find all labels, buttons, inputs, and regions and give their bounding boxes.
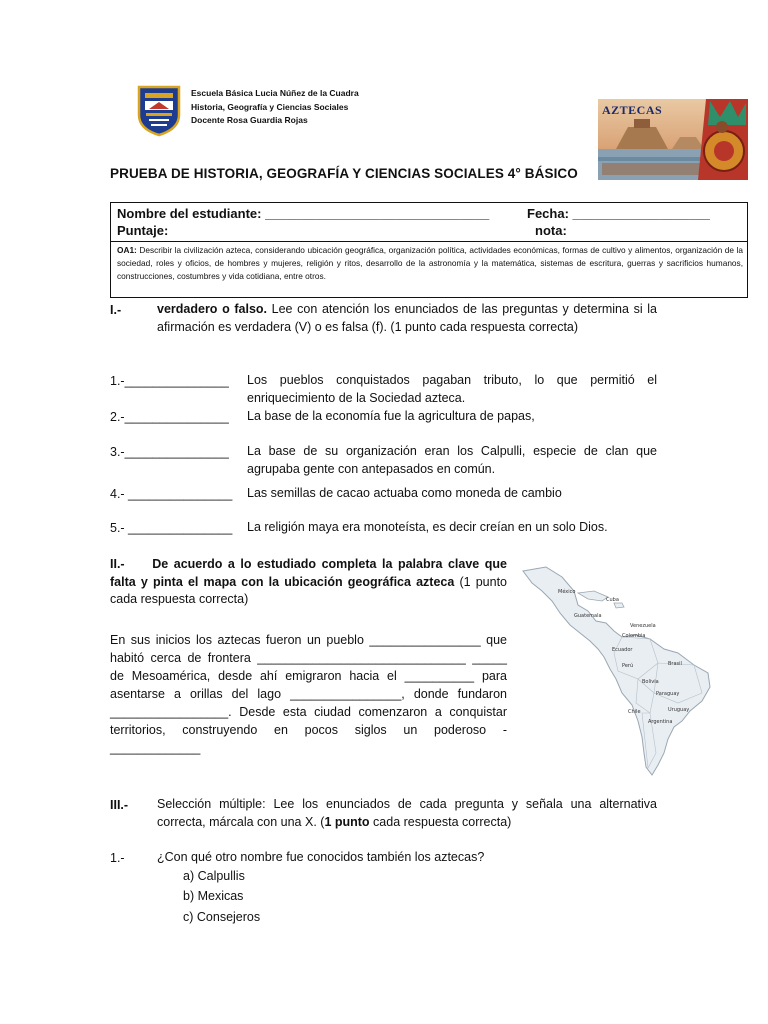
student-name-field[interactable]: Nombre del estudiante: _______________________________	[117, 206, 490, 221]
score-field[interactable]: Puntaje:	[117, 223, 169, 238]
map-label-chile: Chile	[628, 709, 641, 715]
section-3-heading	[157, 796, 657, 831]
student-fields	[111, 203, 747, 242]
tf-item-3-text: La base de su organización eran los Calpulli, especie de clan que agrupaba gente con antepasados en común.	[247, 444, 657, 476]
map-label-brasil: Brasil	[668, 661, 682, 667]
tf-item-5-text: La religión maya era monoteísta, es decir creían en un solo Dios.	[247, 520, 608, 534]
mc-option-a[interactable]: a) Calpullis	[183, 869, 245, 883]
section-2-heading-rest: (1 punto cada respuesta correcta)	[110, 574, 507, 606]
tf-item-3-blank[interactable]: 3.-_______________	[110, 445, 229, 459]
map-label-uruguay: Uruguay	[668, 707, 690, 713]
tf-item-2-text: La base de la economía fue la agricultura de papas,	[247, 409, 535, 423]
grade-field[interactable]: nota:	[535, 223, 567, 238]
fill-line: habitó cerca de frontera ______________________________ _____	[110, 651, 507, 665]
map-label-colombia: Colombia	[622, 633, 646, 639]
fill-line: _________________. Desde esta ciudad comenzaron a conquistar	[110, 705, 507, 719]
section-1-heading-rest: Lee con atención los enunciados de las preguntas y determina si la afirmación es verdadera (V) o es falsa (f). (1 punto cada respuesta correcta)	[157, 302, 657, 334]
page-title: PRUEBA DE HISTORIA, GEOGRAFÍA Y CIENCIAS SOCIALES 4° BÁSICO	[110, 166, 578, 181]
fill-line: En sus inicios los aztecas fueron un pueblo ________________ que	[110, 633, 507, 647]
mc-option-c[interactable]: c) Consejeros	[183, 910, 261, 924]
section-1-number: I.-	[110, 303, 122, 317]
fill-line: territorios, construyendo en pocos siglos un poderoso -	[110, 723, 507, 737]
section-2-heading	[110, 556, 507, 609]
section-1-heading-bold: verdadero o falso.	[157, 302, 268, 316]
map-label-bolivia: Bolivia	[642, 679, 659, 685]
school-name: Escuela Básica Lucia Núñez de la Cuadra	[191, 88, 359, 98]
fill-line: de Mesoamérica, desde ahí emigraron hacia el __________ para	[110, 669, 507, 683]
fill-in-paragraph[interactable]	[110, 631, 507, 757]
map-label-mexico: México	[558, 589, 576, 595]
mc-question-1-number: 1.-	[110, 851, 125, 865]
section-3-heading-a: Selección múltiple: Lee los enunciados de cada pregunta y señala una alternativa correcta, márcala con una X. (	[157, 797, 657, 829]
oa-label: OA1:	[117, 245, 137, 255]
section-3-number: III.-	[110, 798, 129, 812]
tf-item-1-blank[interactable]: 1.-_______________	[110, 374, 229, 388]
tf-item-4-blank[interactable]: 4.- _______________	[110, 487, 233, 501]
tf-item-2-blank[interactable]: 2.-_______________	[110, 410, 229, 424]
section-1-heading	[157, 301, 657, 336]
aztecas-banner-image	[598, 99, 748, 180]
map-label-ecuador: Ecuador	[612, 647, 633, 653]
latin-america-map[interactable]	[518, 553, 738, 778]
teacher-name: Docente Rosa Guardia Rojas	[191, 115, 308, 125]
date-field[interactable]: Fecha: ___________________	[527, 206, 710, 221]
fill-line: asentarse a orillas del lago ________________, donde fundaron	[110, 687, 507, 701]
mc-question-1-text: ¿Con qué otro nombre fue conocidos también los aztecas?	[157, 850, 485, 864]
section-2-heading-text: De acuerdo a lo estudiado completa la palabra clave que falta y pinta el mapa con la ubicación geográfica azteca	[110, 557, 507, 589]
section-3-heading-bold: 1 punto	[324, 814, 370, 829]
map-label-cuba: Cuba	[606, 597, 619, 603]
map-label-peru: Perú	[622, 663, 634, 669]
map-label-venezuela: Venezuela	[630, 623, 656, 629]
school-logo	[137, 85, 181, 137]
map-label-argentina: Argentina	[648, 719, 673, 725]
tf-item-4-text: Las semillas de cacao actuaba como moneda de cambio	[247, 486, 562, 500]
school-info	[191, 87, 359, 128]
section-2-number: II.-	[110, 557, 125, 571]
banner-label: AZTECAS	[602, 103, 663, 117]
fill-line: _____________	[110, 741, 201, 755]
map-label-guatemala: Guatemala	[574, 613, 602, 619]
map-label-paraguay: Paraguay	[656, 691, 680, 697]
section-3-heading-b: cada respuesta correcta)	[369, 814, 512, 829]
subject-name: Historia, Geografía y Ciencias Sociales	[191, 101, 349, 112]
tf-item-1-text: Los pueblos conquistados pagaban tributo, lo que permitió el enriquecimiento de la Sociedad azteca.	[247, 373, 657, 405]
student-info-box	[110, 202, 748, 298]
oa-text: Describir la civilización azteca, considerando ubicación geográfica, organización política, actividades económicas, formas de cultivo y alimentos, organización de la sociedad, roles y oficios, de hombres y mujeres, religión y ritos, desarrollo de la astronomía y la matemática, sistemas de escritura, guerras y sacrificios humanos, construcciones, costumbres y vida cotidiana, entre otros.	[117, 245, 744, 282]
learning-objective	[117, 244, 743, 284]
tf-item-5-blank[interactable]: 5.- _______________	[110, 521, 233, 535]
mc-option-b[interactable]: b) Mexicas	[183, 889, 244, 903]
